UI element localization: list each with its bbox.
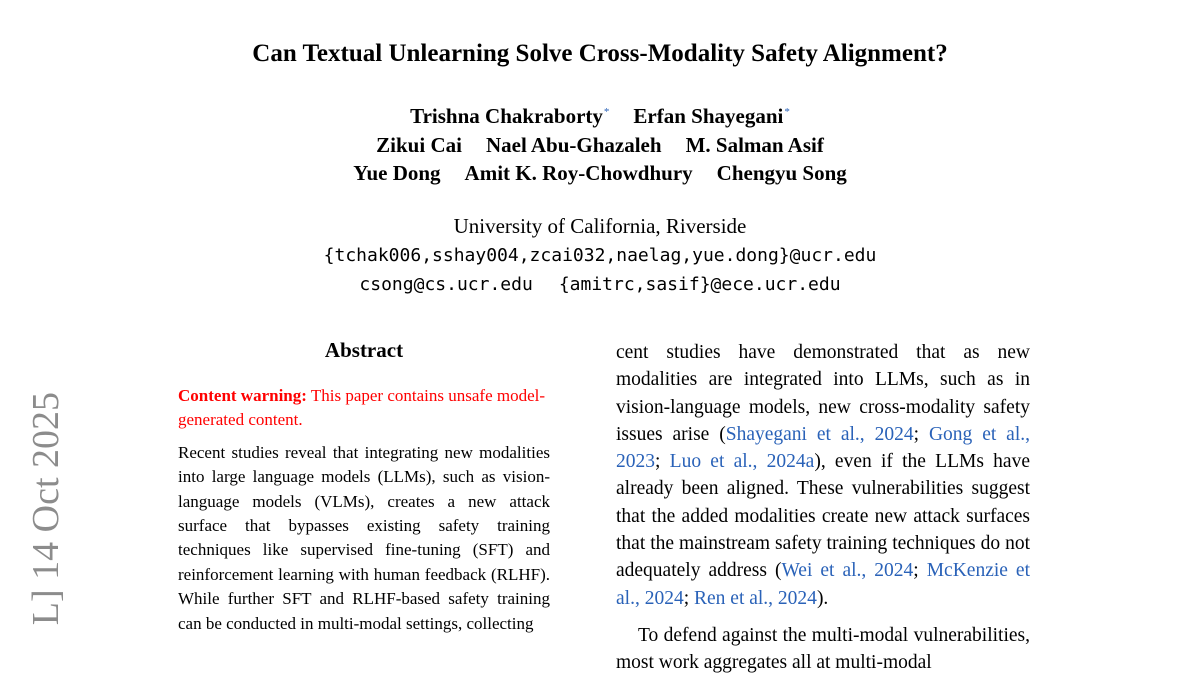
- author-row-1: [0, 98, 1200, 131]
- equal-contribution-mark[interactable]: *: [603, 106, 610, 118]
- affiliation: University of California, Riverside: [453, 214, 747, 238]
- paragraph: cent studies have demonstrated that as new modalities are integrated into LLMs, such as in vision-language models, new cross-modality safety issues arise (Shayegani et al., 2024; Gong et al., 2023; Luo et al., 2024a), even if the LLMs have already been aligned. These vulnerabilities suggest that the added modalities create new attack surfaces that the mainstream safety training techniques do not adequately address (Wei et al., 2024; McKenzie et al., 2024; Ren et al., 2024).: [616, 342, 1031, 609]
- email-line-1: {tchak006,sshay004,zcai032,naelag,yue.dong}@ucr.edu: [323, 245, 877, 266]
- author: Zikui Cai: [376, 132, 462, 157]
- paragraph: To defend against the multi-modal vulnerabilities, most work aggregates all at multi-modal: [616, 624, 1030, 674]
- paper-title: Can Textual Unlearning Solve Cross-Modality Safety Alignment?: [252, 40, 948, 67]
- citation-link[interactable]: McKenzie et al., 2024: [616, 560, 1031, 609]
- arxiv-identifier-stamp: L] 14 Oct 2025: [25, 392, 67, 626]
- author: M. Salman Asif: [685, 132, 824, 157]
- author: Erfan Shayegani*: [633, 104, 790, 128]
- citation-link[interactable]: Ren et al., 2024: [694, 587, 817, 609]
- author: Trishna Chakraborty*: [410, 104, 610, 128]
- citation-link[interactable]: Gong et al., 2023: [616, 423, 1031, 473]
- abstract-heading: Abstract: [324, 338, 404, 362]
- email-line-2: csong@cs.ucr.edu {amitrc,sasif}@ece.ucr.edu: [359, 274, 841, 295]
- citation-link[interactable]: Luo et al., 2024a: [669, 451, 815, 473]
- author: Amit K. Roy-Chowdhury: [464, 161, 693, 185]
- abstract-column: [178, 384, 550, 636]
- author-list: [0, 98, 1200, 188]
- citation-link[interactable]: Wei et al., 2024: [781, 560, 914, 582]
- introduction-column: [616, 339, 1030, 677]
- author-row-3: [0, 159, 1200, 188]
- author: Yue Dong: [353, 161, 441, 185]
- citation-link[interactable]: Shayegani et al., 2024: [725, 423, 914, 445]
- content-warning: Content warning: This paper contains unsafe model-generated content.: [178, 386, 546, 430]
- author: Chengyu Song: [716, 161, 847, 185]
- equal-contribution-mark[interactable]: *: [784, 106, 790, 118]
- affiliation-block: [0, 212, 1200, 299]
- abstract-body: Recent studies reveal that integrating new modalities into large language models (LLMs), such as vision-language models (VLMs), creates a new attack surface that bypasses existing safety training techniques like supervised fine-tuning (SFT) and reinforcement learning with human feedback (RLHF). While further SFT and RLHF-based safety training can be conducted in multi-modal settings, collecting: [178, 442, 550, 633]
- author-row-2: [0, 131, 1200, 160]
- author: Nael Abu-Ghazaleh: [485, 132, 662, 157]
